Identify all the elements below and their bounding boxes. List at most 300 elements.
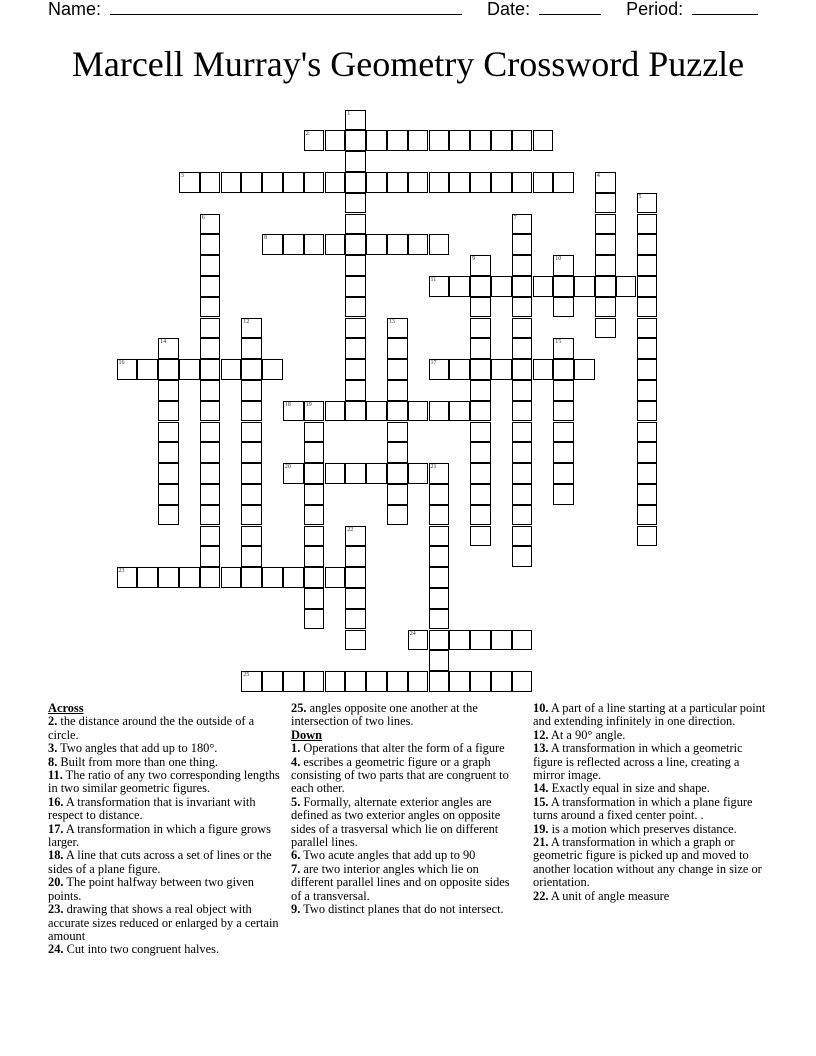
grid-cell[interactable] [241,546,262,567]
grid-cell[interactable] [366,463,387,484]
grid-cell[interactable] [637,401,658,422]
clue-number: 14 [160,339,167,346]
grid-cell[interactable] [345,110,366,131]
clue-number: 19 [305,401,312,408]
grid-cell[interactable] [512,671,533,692]
grid-cell[interactable] [179,567,200,588]
clue-across-25: 25. angles opposite one another at the intersection of two lines. [291,701,478,729]
grid-cell[interactable] [637,526,658,547]
grid-cell[interactable] [512,546,533,567]
clue-across-3: 3. Two angles that add up to 180°. [48,741,218,756]
grid-cell[interactable] [533,172,554,193]
grid-cell[interactable] [241,172,262,193]
grid-cell[interactable] [449,401,470,422]
grid-cell[interactable] [553,172,574,193]
grid-cell[interactable] [512,442,533,463]
grid-cell[interactable] [387,484,408,505]
grid-cell[interactable] [304,671,325,692]
grid-cell[interactable] [470,297,491,318]
grid-cell[interactable] [304,609,325,630]
grid-cell[interactable] [408,234,429,255]
grid-cell[interactable] [512,172,533,193]
grid-cell[interactable] [221,359,242,380]
grid-cell[interactable] [200,276,221,297]
grid-cell[interactable] [553,422,574,443]
grid-cell[interactable] [345,130,366,151]
clue-down-22: 22. A unit of angle measure [533,888,670,903]
grid-cell[interactable] [158,359,179,380]
grid-cell[interactable] [429,567,450,588]
grid-cell[interactable] [637,193,658,214]
grid-cell[interactable] [637,422,658,443]
grid-cell[interactable] [158,505,179,526]
grid-cell[interactable] [158,401,179,422]
grid-cell[interactable] [449,172,470,193]
grid-cell[interactable] [637,484,658,505]
grid-cell[interactable] [200,567,221,588]
grid-cell[interactable] [470,338,491,359]
grid-cell[interactable] [241,401,262,422]
grid-cell[interactable] [345,214,366,235]
clue-number: 3 [180,172,184,179]
grid-cell[interactable] [491,276,512,297]
clue-number: 9 [472,256,476,263]
grid-cell[interactable] [262,671,283,692]
grid-cell[interactable] [325,463,346,484]
grid-cell[interactable] [283,463,304,484]
grid-cell[interactable] [158,567,179,588]
grid-cell[interactable] [429,172,450,193]
grid-cell[interactable] [595,255,616,276]
grid-cell[interactable] [304,130,325,151]
grid-cell[interactable] [200,442,221,463]
grid-cell[interactable] [637,463,658,484]
grid-cell[interactable] [262,234,283,255]
grid-cell[interactable] [553,380,574,401]
grid-cell[interactable] [304,526,325,547]
period-field[interactable] [692,0,758,15]
grid-cell[interactable] [200,172,221,193]
grid-cell[interactable] [345,567,366,588]
grid-cell[interactable] [637,359,658,380]
grid-cell[interactable] [221,567,242,588]
grid-cell[interactable] [533,276,554,297]
grid-cell[interactable] [387,130,408,151]
grid-cell[interactable] [241,567,262,588]
grid-cell[interactable] [366,401,387,422]
clue-number: 16 [118,360,125,367]
grid-cell[interactable] [221,172,242,193]
grid-cell[interactable] [637,318,658,339]
clue-down-7: 7. are two interior angles which lie on different parallel lines and on opposite sides of a transversal. [291,861,510,903]
grid-cell[interactable] [366,671,387,692]
grid-cell[interactable] [449,359,470,380]
date-label: Date: [487,0,531,19]
grid-cell[interactable] [304,463,325,484]
clue-down-12: 12. At a 90° angle. [533,727,626,742]
grid-cell[interactable] [595,234,616,255]
grid-cell[interactable] [304,172,325,193]
grid-cell[interactable] [387,671,408,692]
grid-cell[interactable] [345,318,366,339]
grid-cell[interactable] [429,234,450,255]
grid-cell[interactable] [345,255,366,276]
clue-across-23: 23. drawing that shows a real object with accurate sizes reduced or enlarged by a certain amount [48,902,279,943]
grid-cell[interactable] [637,255,658,276]
grid-cell[interactable] [200,297,221,318]
grid-cell[interactable] [429,276,450,297]
grid-cell[interactable] [553,401,574,422]
grid-cell[interactable] [429,505,450,526]
grid-cell[interactable] [325,401,346,422]
grid-cell[interactable] [512,297,533,318]
grid-cell[interactable] [637,214,658,235]
grid-cell[interactable] [553,255,574,276]
clue-number: 25 [243,672,250,679]
grid-cell[interactable] [637,505,658,526]
grid-cell[interactable] [512,276,533,297]
grid-cell[interactable] [325,130,346,151]
grid-cell[interactable] [449,671,470,692]
grid-cell[interactable] [533,359,554,380]
grid-cell[interactable] [241,526,262,547]
grid-cell[interactable] [595,297,616,318]
grid-cell[interactable] [304,401,325,422]
grid-cell[interactable] [512,484,533,505]
grid-cell[interactable] [470,276,491,297]
grid-cell[interactable] [345,380,366,401]
grid-cell[interactable] [512,234,533,255]
grid-cell[interactable] [387,172,408,193]
grid-cell[interactable] [553,297,574,318]
grid-cell[interactable] [241,338,262,359]
grid-cell[interactable] [595,172,616,193]
clues-column-1 [48,702,280,957]
grid-cell[interactable] [616,276,637,297]
grid-cell[interactable] [595,214,616,235]
grid-cell[interactable] [449,276,470,297]
grid-cell[interactable] [304,546,325,567]
grid-cell[interactable] [491,630,512,651]
grid-cell[interactable] [387,318,408,339]
grid-cell[interactable] [470,130,491,151]
grid-cell[interactable] [325,172,346,193]
clue-down-13: 13. A transformation in which a geometric figure is reflected across a line, creating a mirror image. [533,741,743,783]
clue-across-17: 17. A transformation in which a figure grows larger. [48,821,271,850]
grid-cell[interactable] [512,422,533,443]
grid-cell[interactable] [200,380,221,401]
grid-cell[interactable] [283,234,304,255]
grid-cell[interactable] [200,234,221,255]
grid-cell[interactable] [200,505,221,526]
grid-cell[interactable] [512,463,533,484]
grid-cell[interactable] [158,463,179,484]
grid-cell[interactable] [304,422,325,443]
grid-cell[interactable] [553,484,574,505]
grid-cell[interactable] [512,505,533,526]
grid-cell[interactable] [158,442,179,463]
grid-cell[interactable] [241,422,262,443]
grid-cell[interactable] [491,359,512,380]
grid-cell[interactable] [429,650,450,671]
grid-cell[interactable] [408,463,429,484]
grid-cell[interactable] [470,630,491,651]
grid-cell[interactable] [262,567,283,588]
grid-cell[interactable] [512,526,533,547]
grid-cell[interactable] [637,380,658,401]
grid-cell[interactable] [283,567,304,588]
grid-cell[interactable] [512,630,533,651]
clue-number: 20 [284,464,291,471]
grid-cell[interactable] [345,276,366,297]
grid-cell[interactable] [491,130,512,151]
clue-number: 7 [513,214,517,221]
clue-number: 23 [118,568,125,575]
grid-cell[interactable] [553,276,574,297]
grid-cell[interactable] [637,297,658,318]
clue-down-1: 1. Operations that alter the form of a figure [291,741,505,756]
clue-number: 5 [638,193,642,200]
grid-cell[interactable] [387,422,408,443]
grid-cell[interactable] [345,401,366,422]
clue-number: 22 [347,526,354,533]
grid-cell[interactable] [449,130,470,151]
grid-cell[interactable] [595,193,616,214]
grid-cell[interactable] [429,359,450,380]
grid-cell[interactable] [262,172,283,193]
grid-cell[interactable] [304,484,325,505]
grid-cell[interactable] [470,255,491,276]
grid-cell[interactable] [345,338,366,359]
grid-cell[interactable] [241,318,262,339]
grid-cell[interactable] [429,630,450,651]
grid-cell[interactable] [387,505,408,526]
clue-number: 6 [201,214,205,221]
grid-cell[interactable] [304,588,325,609]
grid-cell[interactable] [512,130,533,151]
grid-cell[interactable] [491,172,512,193]
grid-cell[interactable] [637,338,658,359]
grid-cell[interactable] [241,442,262,463]
grid-cell[interactable] [200,318,221,339]
clue-number: 21 [430,464,437,471]
grid-cell[interactable] [512,359,533,380]
grid-cell[interactable] [345,546,366,567]
grid-cell[interactable] [241,671,262,692]
grid-cell[interactable] [345,193,366,214]
grid-cell[interactable] [304,442,325,463]
clue-number: 8 [264,235,268,242]
grid-cell[interactable] [241,505,262,526]
grid-cell[interactable] [241,463,262,484]
grid-cell[interactable] [387,338,408,359]
grid-cell[interactable] [387,234,408,255]
grid-cell[interactable] [429,609,450,630]
grid-cell[interactable] [241,484,262,505]
grid-cell[interactable] [325,234,346,255]
clue-down-15: 15. A transformation in which a plane figure turns around a fixed center point. . [533,794,753,823]
clue-number: 18 [284,401,291,408]
grid-cell[interactable] [179,359,200,380]
grid-cell[interactable] [470,526,491,547]
grid-cell[interactable] [408,671,429,692]
grid-cell[interactable] [637,276,658,297]
grid-cell[interactable] [158,338,179,359]
grid-cell[interactable] [429,588,450,609]
grid-cell[interactable] [366,130,387,151]
grid-cell[interactable] [429,484,450,505]
grid-cell[interactable] [283,671,304,692]
grid-cell[interactable] [304,234,325,255]
grid-cell[interactable] [304,567,325,588]
grid-cell[interactable] [470,380,491,401]
grid-cell[interactable] [491,671,512,692]
grid-cell[interactable] [637,234,658,255]
clue-across-16: 16. A transformation that is invariant with respect to distance. [48,794,256,823]
clues-column-2 [291,702,523,917]
grid-cell[interactable] [429,463,450,484]
clue-across-11: 11. The ratio of any two corresponding lengths in two similar geometric figures. [48,768,280,796]
name-field[interactable] [110,0,462,15]
grid-cell[interactable] [366,234,387,255]
grid-cell[interactable] [387,380,408,401]
grid-cell[interactable] [553,442,574,463]
grid-cell[interactable] [470,505,491,526]
grid-cell[interactable] [449,630,470,651]
grid-cell[interactable] [345,234,366,255]
grid-cell[interactable] [117,567,138,588]
grid-cell[interactable] [345,630,366,651]
grid-cell[interactable] [241,380,262,401]
grid-cell[interactable] [470,318,491,339]
grid-cell[interactable] [408,130,429,151]
grid-cell[interactable] [137,359,158,380]
grid-cell[interactable] [158,422,179,443]
grid-cell[interactable] [387,463,408,484]
grid-cell[interactable] [200,359,221,380]
grid-cell[interactable] [345,359,366,380]
across-heading: Across [48,701,84,715]
grid-cell[interactable] [637,442,658,463]
grid-cell[interactable] [179,172,200,193]
grid-cell[interactable] [512,380,533,401]
grid-cell[interactable] [345,609,366,630]
grid-cell[interactable] [158,484,179,505]
grid-cell[interactable] [200,338,221,359]
clue-down-4: 4. escribes a geometric figure or a graph consisting of two parts that are congruent to each other. [291,754,509,796]
grid-cell[interactable] [345,588,366,609]
student-info-header [48,0,768,22]
clue-number: 11 [430,276,437,283]
clue-down-5: 5. Formally, alternate exterior angles are defined as two exterior angles on opposite sides of a trasversal which lie on different parallel lines. [291,794,501,850]
grid-cell[interactable] [200,401,221,422]
grid-cell[interactable] [387,442,408,463]
grid-cell[interactable] [512,214,533,235]
grid-cell[interactable] [470,484,491,505]
grid-cell[interactable] [283,401,304,422]
grid-cell[interactable] [200,214,221,235]
grid-cell[interactable] [345,151,366,172]
date-field[interactable] [539,0,601,15]
grid-cell[interactable] [345,297,366,318]
grid-cell[interactable] [408,172,429,193]
grid-cell[interactable] [429,546,450,567]
name-label: Name: [48,0,102,19]
grid-cell[interactable] [137,567,158,588]
grid-cell[interactable] [533,130,554,151]
grid-cell[interactable] [470,401,491,422]
grid-cell[interactable] [429,671,450,692]
clue-across-2: 2. the distance around the the outside of a circle. [48,714,255,742]
grid-cell[interactable] [470,422,491,443]
grid-cell[interactable] [470,442,491,463]
grid-cell[interactable] [470,671,491,692]
grid-cell[interactable] [595,276,616,297]
grid-cell[interactable] [574,276,595,297]
grid-cell[interactable] [158,380,179,401]
grid-cell[interactable] [366,172,387,193]
grid-cell[interactable] [512,318,533,339]
grid-cell[interactable] [387,401,408,422]
grid-cell[interactable] [200,422,221,443]
clue-down-9: 9. Two distinct planes that do not intersect. [291,902,504,917]
grid-cell[interactable] [470,359,491,380]
clue-across-24: 24. Cut into two congruent halves. [48,942,220,957]
grid-cell[interactable] [387,359,408,380]
grid-cell[interactable] [345,671,366,692]
grid-cell[interactable] [241,359,262,380]
clue-number: 1 [347,110,351,117]
grid-cell[interactable] [512,255,533,276]
clue-number: 17 [430,360,437,367]
grid-cell[interactable] [200,463,221,484]
grid-cell[interactable] [117,359,138,380]
grid-cell[interactable] [304,505,325,526]
grid-cell[interactable] [553,338,574,359]
grid-cell[interactable] [408,630,429,651]
grid-cell[interactable] [574,359,595,380]
grid-cell[interactable] [408,401,429,422]
grid-cell[interactable] [470,463,491,484]
grid-cell[interactable] [200,526,221,547]
grid-cell[interactable] [283,172,304,193]
grid-cell[interactable] [325,671,346,692]
clue-down-6: 6. Two acute angles that add up to 90 [291,848,476,863]
grid-cell[interactable] [325,567,346,588]
grid-cell[interactable] [512,401,533,422]
grid-cell[interactable] [553,359,574,380]
clue-number: 10 [555,256,562,263]
clue-down-21: 21. A transformation in which a graph or geometric figure is picked up and moved to another location without any change in size or orientation. [533,835,762,890]
grid-cell[interactable] [262,359,283,380]
grid-cell[interactable] [512,338,533,359]
grid-cell[interactable] [200,546,221,567]
grid-cell[interactable] [200,484,221,505]
down-heading: Down [291,727,322,742]
clue-across-8: 8. Built from more than one thing. [48,754,219,769]
grid-cell[interactable] [200,255,221,276]
grid-cell[interactable] [595,318,616,339]
clue-number: 4 [596,172,600,179]
grid-cell[interactable] [345,526,366,547]
grid-cell[interactable] [429,130,450,151]
grid-cell[interactable] [553,463,574,484]
grid-cell[interactable] [429,526,450,547]
grid-cell[interactable] [345,172,366,193]
grid-cell[interactable] [345,463,366,484]
grid-cell[interactable] [429,401,450,422]
grid-cell[interactable] [470,172,491,193]
